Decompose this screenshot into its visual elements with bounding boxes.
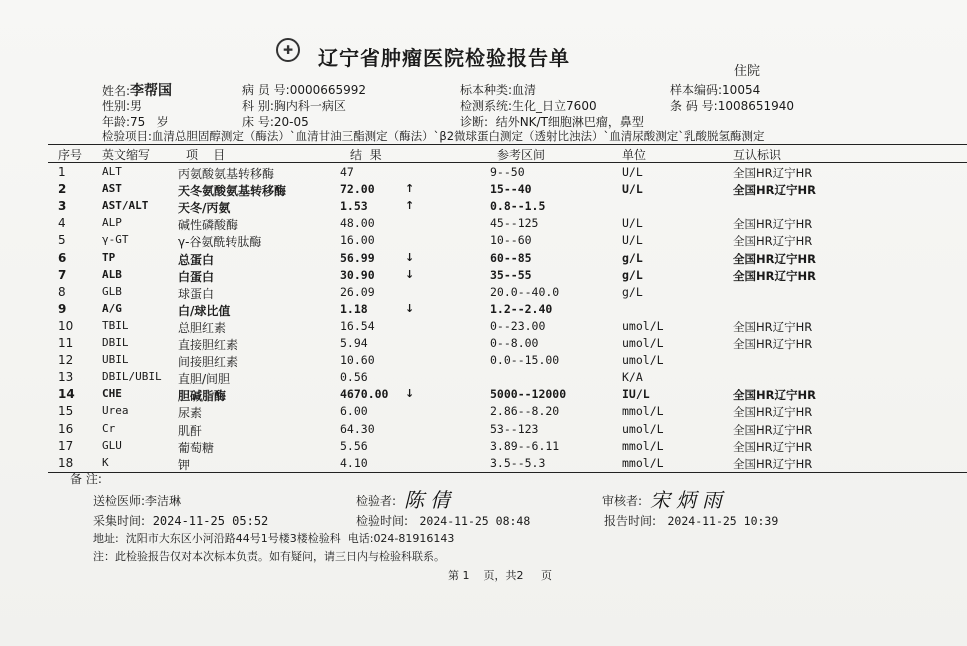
- age-value: 75: [130, 115, 146, 129]
- row-result: 48.00: [340, 216, 375, 231]
- header-rule-top: [48, 144, 967, 145]
- row-abbr: TBIL: [102, 318, 129, 332]
- row-result: 6.00: [340, 404, 368, 419]
- table-row: [0, 370, 967, 387]
- row-unit: IU/L: [622, 387, 650, 402]
- col-header-hr: 互认标识: [733, 148, 782, 162]
- row-result: 16.00: [340, 233, 375, 248]
- row-hr-mark: 全国HR辽宁HR: [733, 234, 813, 249]
- row-hr-mark: 全国HR辽宁HR: [733, 251, 816, 266]
- barcode-value: 1008651940: [717, 99, 795, 113]
- gender-label: 性别:: [102, 99, 131, 113]
- table-row: [0, 439, 967, 456]
- table-row: [0, 456, 967, 473]
- sample-field: [670, 81, 760, 98]
- row-ref-range: 53--123: [490, 421, 539, 436]
- table-row: [0, 216, 967, 233]
- row-hr-mark: 全国HR辽宁HR: [733, 319, 813, 334]
- row-abbr: ALT: [102, 165, 122, 178]
- row-no: 2: [58, 182, 67, 197]
- row-hr-mark: 全国HR辽宁HR: [733, 217, 813, 232]
- address-value: 沈阳市大东区小河沿路44号1号楼3楼检验科: [125, 532, 341, 545]
- row-abbr: γ-GT: [102, 233, 129, 247]
- row-unit: umol/L: [622, 336, 664, 350]
- row-result: 10.60: [340, 353, 375, 368]
- row-ref-range: 0--23.00: [490, 318, 546, 333]
- row-abbr: CHE: [102, 387, 122, 401]
- specimen-label: 标本种类:: [460, 83, 513, 97]
- row-no: 8: [58, 284, 66, 299]
- sample-label: 样本编码:: [670, 83, 723, 97]
- row-hr-mark: 全国HR辽宁HR: [733, 405, 813, 420]
- col-header-unit: 单位: [622, 148, 647, 162]
- row-item-name: 葡萄糖: [178, 440, 215, 455]
- row-flag: ↑: [405, 199, 415, 213]
- reviewer-label: 审核者:: [602, 494, 643, 508]
- row-result: 0.56: [340, 370, 368, 385]
- report-time-value: 2024-11-25 10:39: [667, 514, 779, 528]
- row-item-name: 球蛋白: [178, 286, 215, 301]
- row-unit: umol/L: [622, 318, 664, 333]
- row-no: 18: [58, 455, 74, 470]
- remark-label: 备 注:: [70, 472, 102, 486]
- col-header-name: 项 目: [186, 148, 226, 162]
- row-ref-range: 3.89--6.11: [490, 438, 560, 453]
- row-no: 17: [58, 438, 74, 453]
- row-result: 56.99: [340, 250, 375, 265]
- system-field: [460, 97, 597, 114]
- row-no: 15: [58, 404, 74, 419]
- row-unit: U/L: [622, 233, 643, 248]
- row-item-name: 丙氨酸氨基转移酶: [178, 167, 275, 181]
- system-label: 检测系统:: [460, 99, 513, 113]
- row-item-name: 天冬氨酸氨基转移酶: [178, 184, 287, 199]
- phone-value: 024-81916143: [373, 532, 455, 545]
- col-header-result: 结 果: [350, 148, 382, 162]
- row-ref-range: 1.2--2.40: [490, 301, 553, 316]
- row-result: 72.00: [340, 182, 375, 197]
- row-item-name: 碱性磷酸酶: [178, 218, 239, 233]
- gender-value: 男: [130, 99, 143, 113]
- row-hr-mark: 全国HR辽宁HR: [733, 422, 813, 437]
- row-result: 4.10: [340, 455, 368, 470]
- row-no: 13: [58, 370, 74, 385]
- row-abbr: GLU: [102, 438, 122, 452]
- row-hr-mark: 全国HR辽宁HR: [733, 183, 816, 198]
- row-no: 12: [58, 353, 74, 368]
- row-unit: mmol/L: [622, 404, 664, 419]
- row-unit: U/L: [622, 165, 643, 179]
- row-abbr: AST/ALT: [102, 199, 149, 213]
- page-mid: 页，共: [483, 569, 517, 582]
- doctor-field: [93, 492, 181, 509]
- row-item-name: γ-谷氨酰转肽酶: [178, 235, 262, 250]
- table-row: [0, 268, 967, 285]
- row-result: 5.56: [340, 438, 368, 453]
- row-abbr: TP: [102, 250, 116, 264]
- row-ref-range: 10--60: [490, 233, 532, 248]
- bed-label: 床 号:: [242, 115, 274, 129]
- row-result: 30.90: [340, 267, 375, 282]
- row-no: 10: [58, 318, 74, 333]
- system-value: 生化_日立7600: [512, 99, 597, 113]
- row-hr-mark: 全国HR辽宁HR: [733, 388, 816, 403]
- row-unit: g/L: [622, 284, 643, 299]
- row-abbr: Cr: [102, 421, 116, 435]
- barcode-field: [670, 97, 794, 114]
- table-row: [0, 422, 967, 439]
- hospital-seal-icon: ✚: [276, 38, 300, 62]
- reviewer-signature: 宋炳雨: [650, 488, 728, 512]
- row-no: 16: [58, 421, 74, 436]
- report-time-field: [604, 512, 778, 529]
- table-row: [0, 285, 967, 302]
- row-ref-range: 15--40: [490, 182, 532, 197]
- page-prefix: 第: [448, 569, 459, 582]
- row-ref-range: 45--125: [490, 216, 539, 231]
- row-ref-range: 20.0--40.0: [490, 284, 560, 299]
- table-row: [0, 302, 967, 319]
- row-ref-range: 9--50: [490, 165, 525, 179]
- patient-name-label: 姓名:: [102, 84, 131, 98]
- page-suffix: 页: [540, 569, 552, 582]
- row-result: 16.54: [340, 318, 375, 333]
- row-unit: mmol/L: [622, 438, 664, 453]
- test-time-label: 检验时间:: [356, 514, 409, 528]
- row-no: 14: [58, 387, 75, 402]
- row-unit: mmol/L: [622, 455, 664, 470]
- row-flag: ↓: [405, 301, 415, 315]
- row-abbr: K: [102, 455, 109, 469]
- table-row: [0, 233, 967, 250]
- row-ref-range: 2.86--8.20: [490, 404, 560, 419]
- doctor-label: 送检医师:: [93, 494, 146, 508]
- bed-value: 20-05: [273, 115, 309, 129]
- row-item-name: 白/球比值: [178, 303, 231, 318]
- row-no: 7: [58, 267, 67, 282]
- disclaimer-note: 注：此检验报告仅对本次标本负责。如有疑问，请三日内与检验科联系。: [93, 550, 445, 563]
- row-no: 3: [58, 199, 67, 214]
- row-abbr: GLB: [102, 284, 122, 298]
- table-row: [0, 165, 967, 182]
- dept-field: [242, 97, 346, 114]
- row-hr-mark: 全国HR辽宁HR: [733, 166, 813, 180]
- table-row: [0, 319, 967, 336]
- patient-name: 李帮国: [130, 83, 173, 99]
- row-abbr: Urea: [102, 404, 129, 418]
- barcode-label: 条 码 号:: [670, 99, 718, 113]
- row-unit: U/L: [622, 182, 643, 197]
- row-no: 6: [58, 250, 67, 265]
- test-items-line: 检验项目:血清总胆固醇测定（酶法）`血清甘油三酯测定（酶法）`β2微球蛋白测定（透射比浊法）`血清尿酸测定`乳酸脱氢酶测定: [102, 129, 765, 143]
- table-row: [0, 387, 967, 404]
- row-unit: U/L: [622, 216, 643, 231]
- row-result: 1.18: [340, 301, 368, 316]
- row-abbr: DBIL: [102, 336, 129, 349]
- row-abbr: A/G: [102, 301, 122, 315]
- record-label: 病 员 号:: [242, 83, 290, 97]
- row-ref-range: 0.0--15.00: [490, 353, 560, 368]
- doctor-value: 李洁琳: [145, 494, 182, 508]
- row-flag: ↓: [405, 267, 415, 281]
- row-abbr: DBIL/UBIL: [102, 370, 162, 384]
- table-rule-bottom: [48, 472, 967, 473]
- report-time-label: 报告时间:: [604, 514, 657, 528]
- row-item-name: 白蛋白: [178, 269, 215, 284]
- col-header-no: 序号: [58, 148, 83, 162]
- age-unit: 岁: [156, 115, 169, 129]
- phone-label: 电话:: [347, 532, 374, 545]
- row-abbr: ALB: [102, 267, 122, 281]
- row-result: 47: [340, 165, 354, 179]
- row-abbr: AST: [102, 182, 122, 196]
- row-ref-range: 0--8.00: [490, 336, 539, 350]
- row-flag: ↓: [405, 250, 415, 264]
- row-hr-mark: 全国HR辽宁HR: [733, 456, 813, 471]
- report-title: 辽宁省肿瘤医院检验报告单: [318, 46, 570, 70]
- diagnosis-value: 结外NK/T细胞淋巴瘤，鼻型: [495, 115, 644, 129]
- address-label: 地址:: [93, 532, 119, 545]
- row-item-name: 胆碱脂酶: [178, 389, 227, 404]
- page-indicator: [448, 567, 552, 583]
- inpatient-tag: 住院: [734, 64, 761, 79]
- row-no: 4: [58, 216, 66, 231]
- dept-value: 胸内科一病区: [273, 99, 346, 113]
- page-number: 1: [462, 569, 470, 582]
- row-item-name: 总胆红素: [178, 320, 227, 335]
- row-result: 1.53: [340, 199, 368, 214]
- row-no: 1: [58, 165, 66, 179]
- collect-label: 采集时间:: [93, 514, 146, 528]
- row-unit: umol/L: [622, 421, 664, 436]
- tester-label: 检验者:: [356, 494, 397, 508]
- row-hr-mark: 全国HR辽宁HR: [733, 337, 813, 351]
- address-line: [93, 530, 454, 546]
- table-row: [0, 251, 967, 268]
- record-field: [242, 81, 366, 98]
- row-item-name: 尿素: [178, 406, 203, 421]
- row-result: 26.09: [340, 284, 375, 299]
- row-result: 64.30: [340, 421, 375, 436]
- table-row: [0, 353, 967, 370]
- header-rule-bottom: [48, 162, 967, 163]
- specimen-value: 血清: [512, 83, 537, 97]
- row-item-name: 总蛋白: [178, 252, 215, 267]
- row-hr-mark: 全国HR辽宁HR: [733, 439, 813, 454]
- table-row: [0, 336, 967, 353]
- row-item-name: 钾: [178, 457, 191, 472]
- collect-value: 2024-11-25 05:52: [152, 514, 269, 528]
- row-ref-range: 0.8--1.5: [490, 199, 546, 214]
- test-time-field: [356, 512, 530, 529]
- row-unit: K/A: [622, 370, 643, 385]
- row-unit: g/L: [622, 267, 643, 282]
- row-result: 4670.00: [340, 387, 389, 402]
- row-hr-mark: 全国HR辽宁HR: [733, 268, 816, 283]
- specimen-field: [460, 81, 536, 98]
- dept-label: 科 别:: [242, 99, 274, 113]
- row-no: 11: [58, 336, 74, 350]
- tester-signature: 陈倩: [404, 488, 456, 512]
- row-result: 5.94: [340, 336, 368, 350]
- row-no: 9: [58, 301, 67, 316]
- age-label: 年龄:: [102, 115, 131, 129]
- test-time-value: 2024-11-25 08:48: [419, 514, 531, 528]
- sample-value: 10054: [722, 83, 761, 97]
- row-abbr: ALP: [102, 216, 122, 230]
- page-total: 2: [516, 569, 524, 582]
- table-row: [0, 199, 967, 216]
- table-row: [0, 182, 967, 199]
- row-item-name: 间接胆红素: [178, 355, 239, 370]
- row-item-name: 直接胆红素: [178, 338, 239, 352]
- record-value: 0000665992: [289, 83, 367, 97]
- row-ref-range: 35--55: [490, 267, 532, 282]
- row-no: 5: [58, 233, 66, 248]
- row-flag: ↑: [405, 182, 415, 196]
- row-abbr: UBIL: [102, 353, 129, 367]
- diagnosis-label: 诊断:: [460, 115, 489, 129]
- row-item-name: 肌酐: [178, 423, 203, 438]
- row-item-name: 天冬/丙氨: [178, 201, 231, 216]
- row-unit: umol/L: [622, 353, 664, 368]
- collect-time-field: [93, 512, 268, 529]
- row-ref-range: 3.5--5.3: [490, 455, 546, 470]
- row-unit: g/L: [622, 250, 643, 265]
- table-row: [0, 404, 967, 421]
- row-flag: ↓: [405, 387, 415, 401]
- row-item-name: 直胆/间胆: [178, 372, 231, 387]
- col-header-ref: 参考区间: [497, 148, 546, 162]
- patient-gender-field: [102, 97, 142, 114]
- col-header-abbr: 英文缩写: [102, 148, 151, 162]
- row-ref-range: 5000--12000: [490, 387, 567, 402]
- row-ref-range: 60--85: [490, 250, 532, 265]
